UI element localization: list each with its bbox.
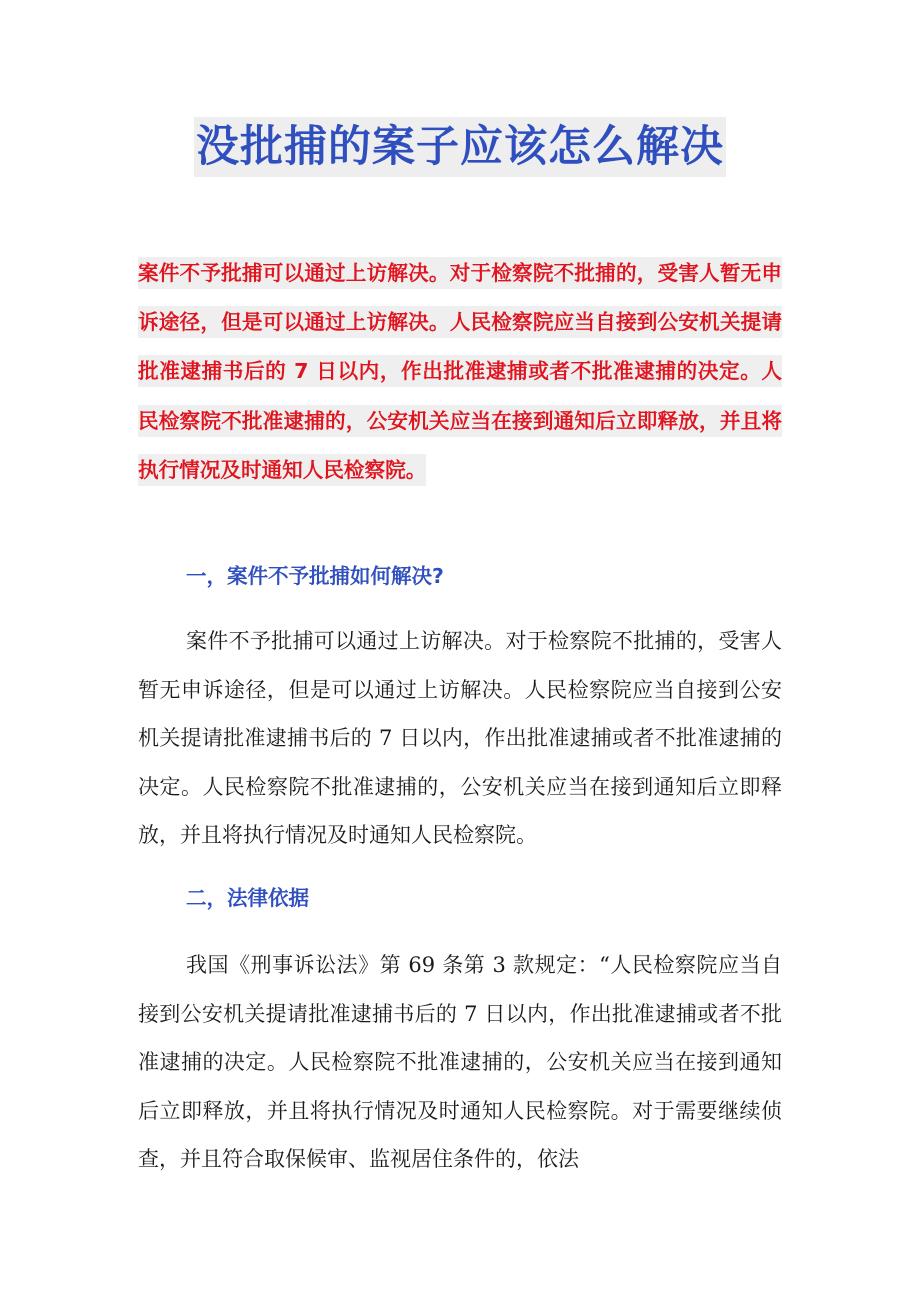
page-title: 没批捕的案子应该怎么解决 xyxy=(194,117,726,177)
section-body-2: 我国《刑事诉讼法》第 69 条第 3 款规定：“人民检察院应当自接到公安机关提请批准逮捕书后的 7 日以内，作出批准逮捕或者不批准逮捕的决定。人民检察院不批准逮捕的，公安机关应当在接到通知后立即释放，并且将执行情况及时通知人民检察院。对于需要继续侦查，并且符合取保候审、监视居住条件的，依法 xyxy=(138,953,782,1171)
summary-paragraph xyxy=(138,249,782,495)
section-body-1: 案件不予批捕可以通过上访解决。对于检察院不批捕的，受害人暂无申诉途径，但是可以通过上访解决。人民检察院应当自接到公安机关提请批准逮捕书后的 7 日以内，作出批准逮捕或者不批准逮捕的决定。人民检察院不批准逮捕的，公安机关应当在接到通知后立即释放，并且将执行情况及时通知人民检察院。 xyxy=(138,629,782,847)
section-heading-2: 二，法律依据 xyxy=(186,886,309,910)
summary-text: 案件不予批捕可以通过上访解决。对于检察院不批捕的，受害人暂无申诉途径，但是可以通过上访解决。人民检察院应当自接到公安机关提请批准逮捕书后的 7 日以内，作出批准逮捕或者不批准逮捕的决定。人民检察院不批准逮捕的，公安机关应当在接到通知后立即释放，并且将执行情况及时通知人民检察院。 xyxy=(138,257,782,486)
section-heading-1: 一，案件不予批捕如何解决? xyxy=(186,564,444,588)
title-container xyxy=(0,117,920,177)
